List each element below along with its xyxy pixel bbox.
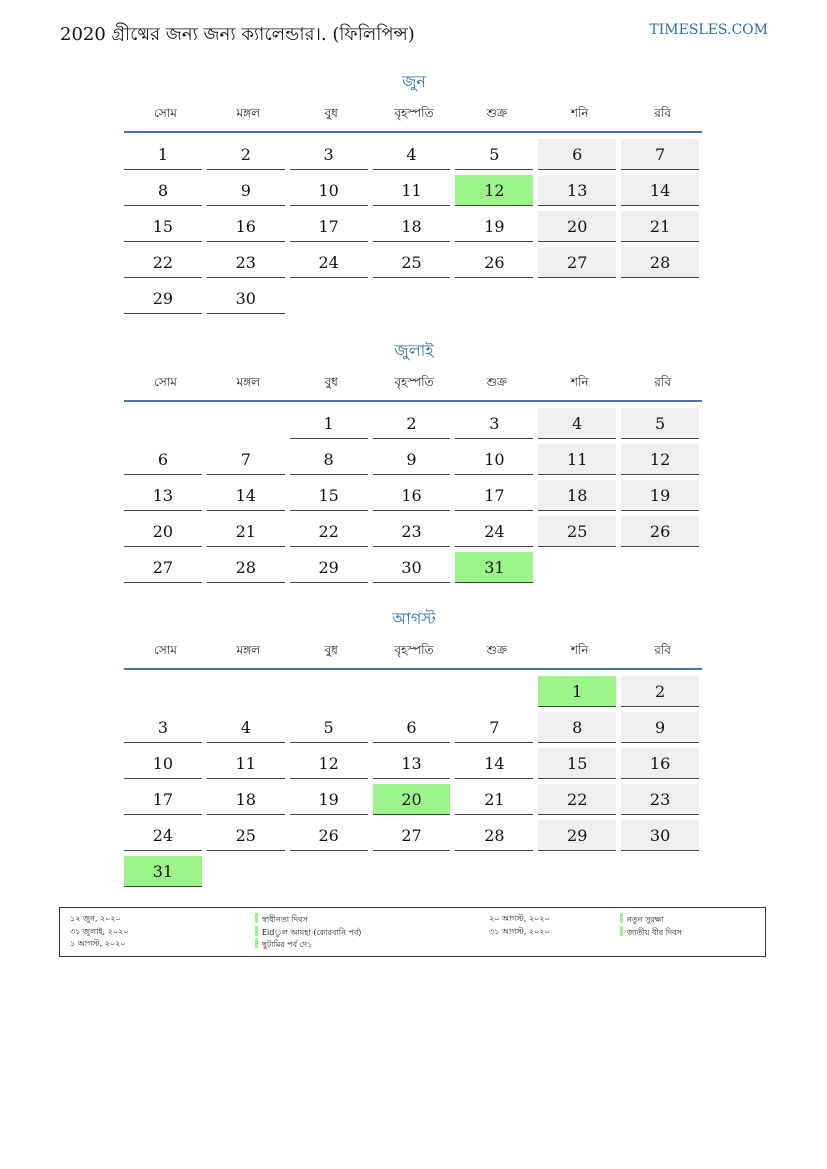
day-cell[interactable]: 8 xyxy=(124,175,202,206)
month-calendar xyxy=(124,339,704,585)
legend-date: ১২ জুন, ২০২০ xyxy=(70,914,121,923)
day-cell[interactable]: 1 xyxy=(538,676,616,707)
legend-name-text: Eidুল আযহা (কোরবানি পর্ব) xyxy=(262,927,362,937)
day-cell[interactable]: 23 xyxy=(373,516,451,547)
day-cell[interactable]: 5 xyxy=(455,139,533,170)
day-cell[interactable]: 21 xyxy=(621,211,699,242)
week-row xyxy=(124,172,704,208)
day-cell[interactable]: 26 xyxy=(290,820,368,851)
weekday-label: বৃহস্পতি xyxy=(394,106,434,120)
empty-day xyxy=(621,283,699,314)
day-cell[interactable]: 12 xyxy=(290,748,368,779)
day-cell[interactable]: 20 xyxy=(373,784,451,815)
weekday-label: মঙ্গল xyxy=(236,643,261,657)
legend-name-text: জাতীয় বীর দিবস xyxy=(627,927,682,937)
empty-day xyxy=(455,856,533,887)
week-row xyxy=(124,817,704,853)
weekday-label: বৃহস্পতি xyxy=(394,375,434,389)
day-cell[interactable]: 5 xyxy=(621,408,699,439)
day-cell[interactable]: 17 xyxy=(455,480,533,511)
day-cell[interactable]: 10 xyxy=(290,175,368,206)
month-calendar xyxy=(124,607,704,889)
weekday-label: শনি xyxy=(570,375,589,389)
week-row xyxy=(124,244,704,280)
week-row xyxy=(124,709,704,745)
day-cell[interactable]: 1 xyxy=(124,139,202,170)
header-rule xyxy=(124,400,702,402)
holiday-marker xyxy=(620,926,623,936)
legend-date: ২০ আগস্ট, ২০২০ xyxy=(489,914,550,923)
day-cell[interactable]: 15 xyxy=(290,480,368,511)
day-cell[interactable]: 13 xyxy=(124,480,202,511)
weekday-label: শুক্র xyxy=(486,643,508,657)
weekday-label: বুধ xyxy=(324,643,338,657)
header-rule xyxy=(124,668,702,670)
day-cell[interactable]: 20 xyxy=(124,516,202,547)
empty-day xyxy=(124,408,202,439)
day-cell[interactable]: 24 xyxy=(124,820,202,851)
day-cell[interactable]: 16 xyxy=(373,480,451,511)
weekday-label: মঙ্গল xyxy=(236,106,261,120)
day-cell[interactable]: 7 xyxy=(207,444,285,475)
legend-holiday-name xyxy=(255,938,361,951)
day-cell[interactable]: 28 xyxy=(455,820,533,851)
day-cell[interactable]: 27 xyxy=(124,552,202,583)
day-cell[interactable]: 14 xyxy=(207,480,285,511)
day-cell[interactable]: 30 xyxy=(621,820,699,851)
day-cell[interactable]: 11 xyxy=(207,748,285,779)
day-cell[interactable]: 26 xyxy=(455,247,533,278)
weekday-label: শুক্র xyxy=(486,375,508,389)
day-cell[interactable]: 14 xyxy=(455,748,533,779)
weekday-header xyxy=(124,102,704,124)
empty-day xyxy=(621,552,699,583)
day-cell[interactable]: 20 xyxy=(538,211,616,242)
day-cell[interactable]: 18 xyxy=(538,480,616,511)
site-link[interactable]: TIMESLES.COM xyxy=(649,22,768,38)
legend-date: ১ আগস্ট, ২০২০ xyxy=(70,939,126,948)
week-row xyxy=(124,136,704,172)
month-name: জুলাই xyxy=(394,341,434,360)
weekday-label: রবি xyxy=(654,643,671,657)
day-cell[interactable]: 30 xyxy=(373,552,451,583)
day-cell[interactable]: 19 xyxy=(290,784,368,815)
day-cell[interactable]: 13 xyxy=(538,175,616,206)
empty-day xyxy=(455,676,533,707)
month-name: আগস্ট xyxy=(392,609,436,628)
day-cell[interactable]: 22 xyxy=(538,784,616,815)
weekday-label: সোম xyxy=(153,375,177,389)
legend-holiday-name xyxy=(255,926,361,939)
holiday-marker xyxy=(255,926,258,936)
legend-name-text: স্বাধীনতা দিবস xyxy=(262,915,308,924)
day-cell[interactable]: 27 xyxy=(373,820,451,851)
week-row xyxy=(124,673,704,709)
day-cell[interactable]: 26 xyxy=(621,516,699,547)
day-cell[interactable]: 25 xyxy=(207,820,285,851)
day-cell[interactable]: 14 xyxy=(621,175,699,206)
week-row xyxy=(124,745,704,781)
weekday-label: বৃহস্পতি xyxy=(394,643,434,657)
week-row xyxy=(124,405,704,441)
weekday-label: সোম xyxy=(153,106,177,120)
legend-date: ৩১ জুলাই, ২০২০ xyxy=(70,926,129,936)
day-cell[interactable]: 6 xyxy=(373,712,451,743)
legend-date: ৩১ আগস্ট, ২০২০ xyxy=(489,926,550,936)
day-cell[interactable]: 25 xyxy=(538,516,616,547)
day-cell[interactable]: 28 xyxy=(207,552,285,583)
day-cell[interactable]: 24 xyxy=(455,516,533,547)
holiday-marker xyxy=(620,913,623,923)
day-cell[interactable]: 2 xyxy=(207,139,285,170)
empty-day xyxy=(621,856,699,887)
day-cell[interactable]: 18 xyxy=(207,784,285,815)
weekday-label: রবি xyxy=(654,375,671,389)
weekday-label: মঙ্গল xyxy=(236,375,261,389)
holiday-marker xyxy=(255,938,258,948)
weekday-label: শুক্র xyxy=(486,106,508,120)
day-cell[interactable]: 16 xyxy=(207,211,285,242)
day-cell[interactable]: 5 xyxy=(290,712,368,743)
legend-holiday-name xyxy=(255,913,361,926)
legend-holiday-name xyxy=(620,926,682,939)
holiday-legend xyxy=(59,907,766,957)
day-cell[interactable]: 19 xyxy=(621,480,699,511)
day-cell[interactable]: 24 xyxy=(290,247,368,278)
day-cell[interactable]: 29 xyxy=(290,552,368,583)
day-cell[interactable]: 10 xyxy=(455,444,533,475)
day-cell[interactable]: 21 xyxy=(455,784,533,815)
weekday-label: বুধ xyxy=(324,375,338,389)
page-title: 2020 গ্রীষ্মের জন্য জন্য ক্যালেন্ডার।. (ফিলিপিন্স) xyxy=(60,24,415,45)
day-cell[interactable]: 7 xyxy=(455,712,533,743)
empty-day xyxy=(290,856,368,887)
day-cell[interactable]: 25 xyxy=(373,247,451,278)
day-cell[interactable]: 19 xyxy=(455,211,533,242)
month-calendar xyxy=(124,70,704,316)
week-row xyxy=(124,781,704,817)
holiday-marker xyxy=(255,913,258,923)
week-row xyxy=(124,853,704,889)
day-cell[interactable]: 23 xyxy=(207,247,285,278)
month-name: জুন xyxy=(402,72,426,91)
day-cell[interactable]: 12 xyxy=(455,175,533,206)
empty-day xyxy=(373,856,451,887)
day-cell[interactable]: 3 xyxy=(290,139,368,170)
week-row xyxy=(124,441,704,477)
week-row xyxy=(124,477,704,513)
day-cell[interactable]: 29 xyxy=(124,283,202,314)
week-row xyxy=(124,280,704,316)
day-cell[interactable]: 6 xyxy=(124,444,202,475)
day-cell[interactable]: 28 xyxy=(621,247,699,278)
day-cell[interactable]: 16 xyxy=(621,748,699,779)
day-cell[interactable]: 30 xyxy=(207,283,285,314)
legend-name-text: ছুটামির পর্ব দে১ xyxy=(262,940,313,949)
empty-day xyxy=(207,856,285,887)
day-cell[interactable]: 4 xyxy=(207,712,285,743)
empty-day xyxy=(538,283,616,314)
day-cell[interactable]: 11 xyxy=(538,444,616,475)
header-rule xyxy=(124,131,702,133)
day-cell[interactable]: 3 xyxy=(124,712,202,743)
day-cell[interactable]: 7 xyxy=(621,139,699,170)
empty-day xyxy=(373,676,451,707)
empty-day xyxy=(538,856,616,887)
day-cell[interactable]: 4 xyxy=(538,408,616,439)
day-cell[interactable]: 2 xyxy=(621,676,699,707)
week-row xyxy=(124,208,704,244)
empty-day xyxy=(124,676,202,707)
day-cell[interactable]: 1 xyxy=(290,408,368,439)
day-cell[interactable]: 27 xyxy=(538,247,616,278)
day-cell[interactable]: 13 xyxy=(373,748,451,779)
day-cell[interactable]: 18 xyxy=(373,211,451,242)
empty-day xyxy=(207,676,285,707)
day-cell[interactable]: 22 xyxy=(290,516,368,547)
weekday-label: বুধ xyxy=(324,106,338,120)
legend-holiday-name xyxy=(620,913,682,926)
empty-day xyxy=(290,676,368,707)
day-cell[interactable]: 6 xyxy=(538,139,616,170)
day-cell[interactable]: 31 xyxy=(124,856,202,887)
day-cell[interactable]: 4 xyxy=(373,139,451,170)
day-cell[interactable]: 23 xyxy=(621,784,699,815)
day-cell[interactable]: 3 xyxy=(455,408,533,439)
day-cell[interactable]: 8 xyxy=(290,444,368,475)
day-cell[interactable]: 10 xyxy=(124,748,202,779)
empty-day xyxy=(373,283,451,314)
legend-name-text: নতুন সুরক্ষা xyxy=(627,915,664,924)
day-cell[interactable]: 22 xyxy=(124,247,202,278)
day-cell[interactable]: 21 xyxy=(207,516,285,547)
day-cell[interactable]: 2 xyxy=(373,408,451,439)
weekday-label: শনি xyxy=(570,643,589,657)
weekday-label: শনি xyxy=(570,106,589,120)
empty-day xyxy=(207,408,285,439)
week-row xyxy=(124,513,704,549)
weekday-header xyxy=(124,639,704,661)
day-cell[interactable]: 29 xyxy=(538,820,616,851)
day-cell[interactable]: 9 xyxy=(207,175,285,206)
weekday-header xyxy=(124,371,704,393)
day-cell[interactable]: 15 xyxy=(538,748,616,779)
day-cell[interactable]: 15 xyxy=(124,211,202,242)
week-row xyxy=(124,549,704,585)
weekday-label: সোম xyxy=(153,643,177,657)
day-cell[interactable]: 12 xyxy=(621,444,699,475)
day-cell[interactable]: 9 xyxy=(373,444,451,475)
day-cell[interactable]: 17 xyxy=(124,784,202,815)
weekday-label: রবি xyxy=(654,106,671,120)
empty-day xyxy=(455,283,533,314)
day-cell[interactable]: 11 xyxy=(373,175,451,206)
empty-day xyxy=(290,283,368,314)
empty-day xyxy=(538,552,616,583)
day-cell[interactable]: 9 xyxy=(621,712,699,743)
day-cell[interactable]: 17 xyxy=(290,211,368,242)
day-cell[interactable]: 31 xyxy=(455,552,533,583)
day-cell[interactable]: 8 xyxy=(538,712,616,743)
